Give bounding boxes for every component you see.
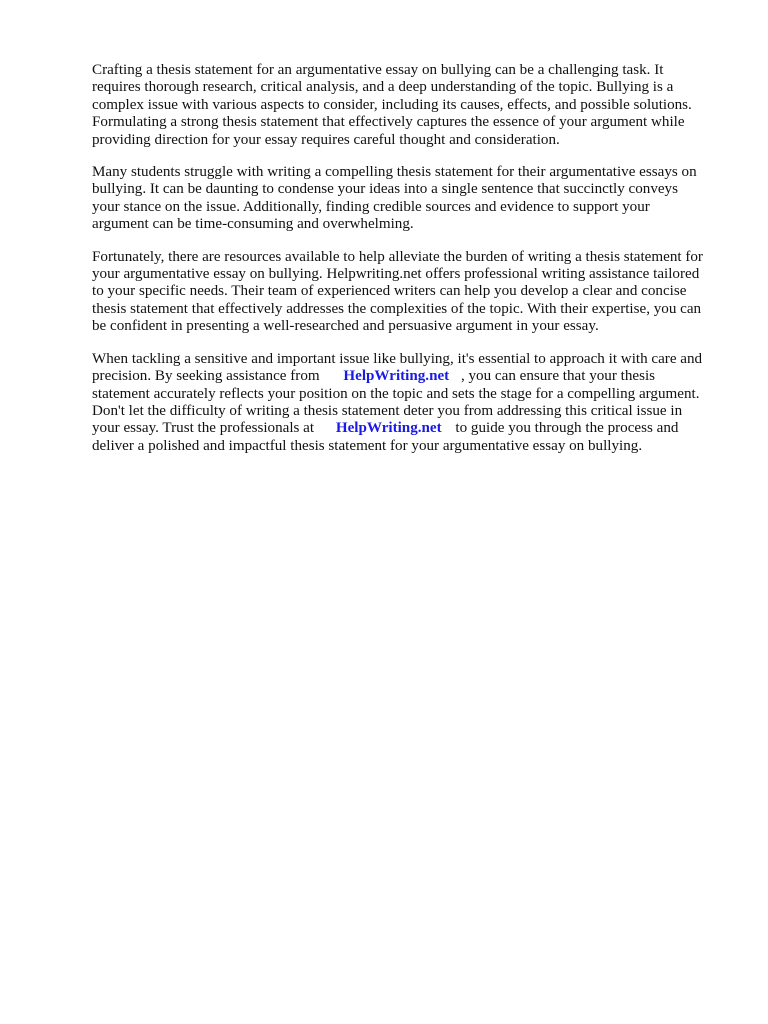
document-page <box>92 62 732 470</box>
text-line-with-link <box>92 420 732 437</box>
text-line: your argumentative essay on bullying. Helpwriting.net offers professional writing assistance tailored <box>92 266 700 283</box>
text-line: argument can be time-consuming and overwhelming. <box>92 216 414 233</box>
paragraph-2 <box>92 164 732 234</box>
text-line: to your specific needs. Their team of experienced writers can help you develop a clear and concise <box>92 283 687 300</box>
text-line: your stance on the issue. Additionally, finding credible sources and evidence to support your <box>92 198 650 215</box>
helpwriting-link[interactable]: HelpWriting.net <box>335 420 442 437</box>
text-line: Crafting a thesis statement for an argumentative essay on bullying can be a challenging task. It <box>92 62 664 78</box>
text-segment: , you can ensure that your thesis <box>457 368 656 385</box>
text-line-with-link <box>92 368 732 385</box>
text-line: be confident in presenting a well-researched and persuasive argument in your essay. <box>92 318 599 335</box>
text-line: providing direction for your essay requires careful thought and consideration. <box>92 131 560 148</box>
text-line: bullying. It can be daunting to condense your ideas into a single sentence that succinctly conveys <box>92 181 678 198</box>
text-line: complex issue with various aspects to consider, including its causes, effects, and possible solutions. <box>92 96 692 113</box>
text-line: deliver a polished and impactful thesis statement for your argumentative essay on bullying. <box>92 437 643 454</box>
text-segment: precision. By seeking assistance from <box>92 368 324 385</box>
text-line: thesis statement that effectively addresses the complexities of the topic. With their expertise, you can <box>92 300 702 317</box>
paragraph-4 <box>92 351 732 455</box>
text-segment: to guide you through the process and <box>451 420 679 437</box>
text-line: Many students struggle with writing a compelling thesis statement for their argumentative essays on <box>92 164 697 181</box>
text-segment: your essay. Trust the professionals at <box>92 420 318 437</box>
text-line: requires thorough research, critical analysis, and a deep understanding of the topic. Bullying is a <box>92 79 674 96</box>
paragraph-1 <box>92 62 732 149</box>
text-line: statement accurately reflects your position on the topic and sets the stage for a compelling argument. <box>92 385 700 402</box>
helpwriting-link[interactable]: HelpWriting.net <box>343 368 450 385</box>
paragraph-3 <box>92 249 732 336</box>
text-line: Formulating a strong thesis statement that effectively captures the essence of your argument while <box>92 114 685 131</box>
text-line: Don't let the difficulty of writing a thesis statement deter you from addressing this critical issue in <box>92 402 683 419</box>
text-line: Fortunately, there are resources available to help alleviate the burden of writing a thesis statement for <box>92 248 703 265</box>
text-line: When tackling a sensitive and important issue like bullying, it's essential to approach it with care and <box>92 350 703 367</box>
